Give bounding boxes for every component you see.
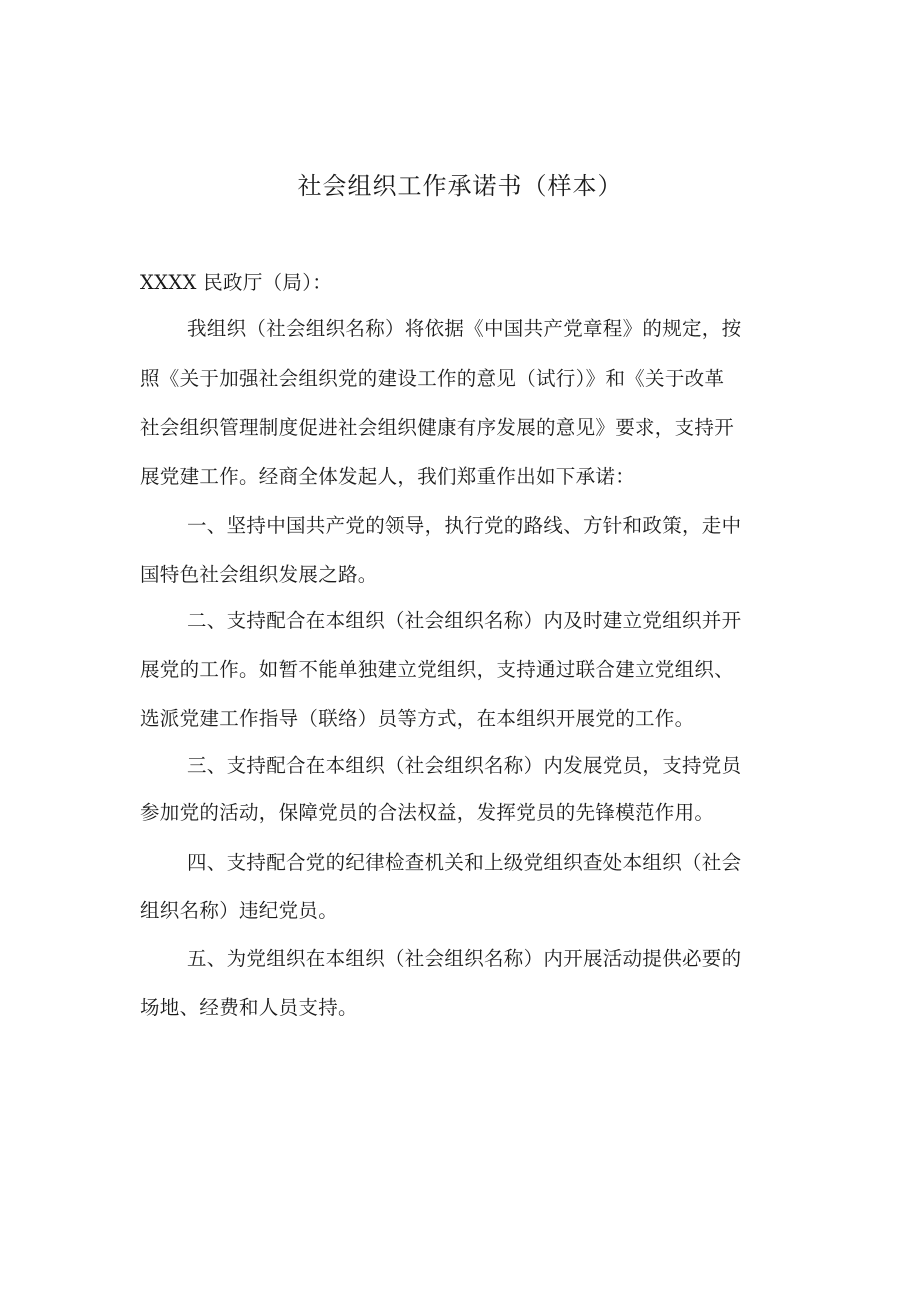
paragraph-4-line-2: 参加党的活动，保障党员的合法权益，发挥党员的先锋模范作用。	[140, 801, 715, 824]
paragraph-2-line-1: 一、坚持中国共产党的领导，执行党的路线、方针和政策，走中	[187, 514, 742, 537]
paragraph-4-line-1: 三、支持配合在本组织（社会组织名称）内发展党员，支持党员	[187, 754, 742, 777]
paragraph-6-line-1: 五、为党组织在本组织（社会组织名称）内开展活动提供必要的	[187, 947, 742, 970]
paragraph-1-line-4: 展党建工作。经商全体发起人，我们郑重作出如下承诺：	[140, 465, 636, 488]
paragraph-3-line-2: 展党的工作。如暂不能单独建立党组织，支持通过联合建立党组织、	[140, 658, 735, 681]
paragraph-1-line-2: 照《关于加强社会组织党的建设工作的意见（试行）》和《关于改革	[140, 367, 725, 390]
paragraph-3-line-3: 选派党建工作指导（联络）员等方式，在本组织开展党的工作。	[140, 707, 695, 730]
paragraph-2-line-2: 国特色社会组织发展之路。	[140, 563, 378, 586]
paragraph-3-line-1: 二、支持配合在本组织（社会组织名称）内及时建立党组织并开	[187, 609, 742, 632]
salutation: XXXX 民政厅（局）：	[140, 271, 333, 294]
paragraph-5-line-1: 四、支持配合党的纪律检查机关和上级党组织查处本组织（社会	[187, 851, 742, 874]
document-title: 社会组织工作承诺书（样本）	[297, 172, 623, 200]
paragraph-1-line-3: 社会组织管理制度促进社会组织健康有序发展的意见》要求，支持开	[140, 416, 735, 439]
paragraph-5-line-2: 组织名称）违纪党员。	[140, 899, 339, 922]
paragraph-1-line-1: 我组织（社会组织名称）将依据《中国共产党章程》的规定，按	[187, 317, 742, 340]
paragraph-6-line-2: 场地、经费和人员支持。	[140, 996, 358, 1019]
